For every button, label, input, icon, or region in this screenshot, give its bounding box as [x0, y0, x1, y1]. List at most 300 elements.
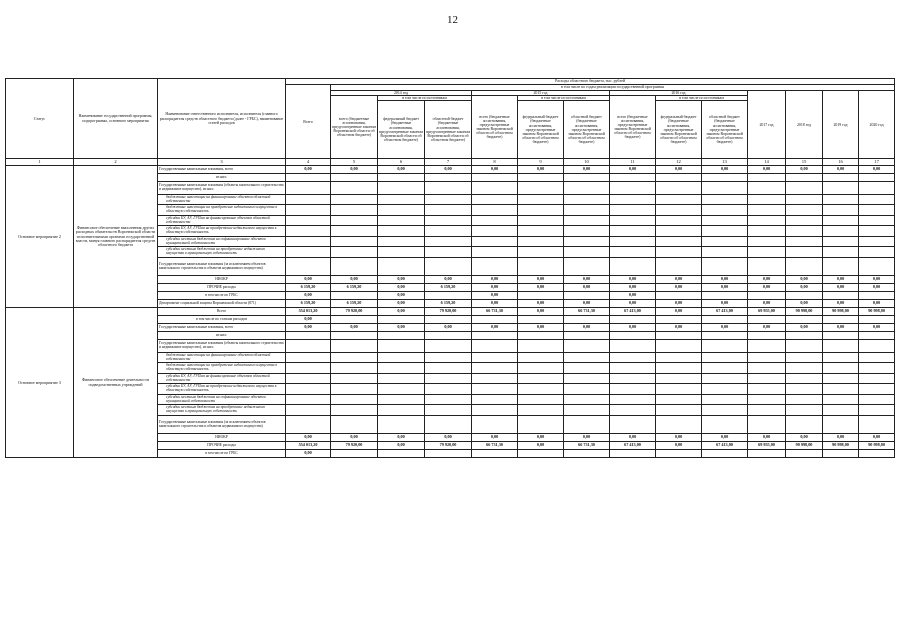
- value-cell: [823, 416, 859, 434]
- value-cell: 0,00: [702, 300, 748, 308]
- value-cell: 0,00: [425, 276, 472, 284]
- value-cell: 0,00: [518, 442, 564, 450]
- value-cell: [378, 247, 425, 258]
- value-cell: [331, 316, 378, 324]
- value-cell: [748, 340, 786, 353]
- value-cell: [786, 395, 823, 405]
- value-cell: [425, 237, 472, 247]
- value-cell: [564, 374, 610, 384]
- value-cell: [823, 363, 859, 374]
- value-cell: [748, 332, 786, 340]
- value-cell: [564, 405, 610, 416]
- value-cell: [331, 332, 378, 340]
- value-cell: 0,00: [748, 284, 786, 292]
- column-number: 15: [786, 159, 823, 166]
- header-year-2015: 2015 год: [472, 91, 610, 96]
- value-cell: 0,00: [823, 324, 859, 332]
- value-cell: 0,00: [656, 434, 702, 442]
- value-cell: [331, 237, 378, 247]
- value-cell: [425, 395, 472, 405]
- table-row: [6, 308, 895, 316]
- value-cell: [518, 258, 564, 276]
- value-cell: 0,00: [472, 324, 518, 332]
- column-number: 16: [823, 159, 859, 166]
- column-number: 14: [748, 159, 786, 166]
- value-cell: [748, 182, 786, 195]
- value-cell: 0,00: [786, 276, 823, 284]
- value-cell: [823, 340, 859, 353]
- value-cell: [859, 384, 895, 395]
- value-cell: [472, 384, 518, 395]
- value-cell: 0,00: [786, 284, 823, 292]
- value-cell: [564, 247, 610, 258]
- value-cell: [518, 416, 564, 434]
- value-cell: [786, 205, 823, 216]
- column-number: 3: [158, 159, 286, 166]
- value-cell: [786, 340, 823, 353]
- value-cell: [472, 205, 518, 216]
- value-cell: [748, 353, 786, 363]
- value-cell: [331, 258, 378, 276]
- row-label: из них:: [158, 174, 286, 182]
- value-cell: 0,00: [656, 442, 702, 450]
- budget-table-sheet: [5, 78, 894, 626]
- value-cell: [859, 247, 895, 258]
- column-number: 2: [74, 159, 158, 166]
- value-cell: 0,00: [378, 300, 425, 308]
- value-cell: 0,00: [286, 434, 331, 442]
- value-cell: [564, 384, 610, 395]
- value-cell: 0,00: [472, 434, 518, 442]
- header-expenses-title: Расходы областного бюджета, тыс. рублей: [286, 79, 895, 85]
- value-cell: [610, 332, 656, 340]
- value-cell: 554 013,20: [286, 308, 331, 316]
- value-cell: [331, 340, 378, 353]
- header-year-2016: 2016 год: [610, 91, 748, 96]
- header-2016-federal: федеральный бюджет (бюджетные ассигнования, предусмотренные законом Воронежской области об областном бюджете): [656, 101, 702, 159]
- value-cell: [702, 340, 748, 353]
- value-cell: [823, 258, 859, 276]
- row-label: бюджетные инвестиции на приобретение недвижимого имущества в областную собственность: [158, 363, 286, 374]
- header-2014-regional: областной бюджет (бюджетные ассигнования, предусмотренные законом Воронежской области об областном бюджете): [425, 101, 472, 159]
- value-cell: [656, 384, 702, 395]
- column-number: 5: [331, 159, 378, 166]
- value-cell: [610, 205, 656, 216]
- row-label: субсидии местным бюджетам на софинансирование объектов муниципальной собственности: [158, 237, 286, 247]
- value-cell: [378, 216, 425, 226]
- value-cell: [518, 216, 564, 226]
- value-cell: [425, 258, 472, 276]
- value-cell: [472, 405, 518, 416]
- value-cell: 69 955,00: [748, 442, 786, 450]
- value-cell: [748, 258, 786, 276]
- value-cell: 66 731,30: [564, 442, 610, 450]
- value-cell: 0,00: [378, 308, 425, 316]
- value-cell: 0,00: [748, 276, 786, 284]
- value-cell: [823, 226, 859, 237]
- value-cell: [472, 182, 518, 195]
- value-cell: 0,00: [702, 324, 748, 332]
- row-label: субсидии местным бюджетам на приобретение недвижимого имущества в муниципальную собственность: [158, 247, 286, 258]
- value-cell: [331, 353, 378, 363]
- value-cell: [859, 416, 895, 434]
- value-cell: [425, 363, 472, 374]
- value-cell: [610, 395, 656, 405]
- value-cell: [518, 316, 564, 324]
- value-cell: 90 998,00: [786, 442, 823, 450]
- value-cell: [656, 237, 702, 247]
- value-cell: [748, 316, 786, 324]
- value-cell: [425, 416, 472, 434]
- value-cell: [610, 258, 656, 276]
- value-cell: [472, 216, 518, 226]
- value-cell: 0,00: [610, 292, 656, 300]
- value-cell: 0,00: [286, 166, 331, 174]
- value-cell: [331, 395, 378, 405]
- value-cell: [702, 247, 748, 258]
- value-cell: [331, 292, 378, 300]
- value-cell: 0,00: [378, 292, 425, 300]
- row-label: ПРОЧИЕ расходы: [158, 442, 286, 450]
- value-cell: [702, 450, 748, 458]
- value-cell: 66 731,30: [564, 308, 610, 316]
- value-cell: 0,00: [286, 324, 331, 332]
- value-cell: [331, 174, 378, 182]
- value-cell: [425, 247, 472, 258]
- value-cell: [786, 416, 823, 434]
- value-cell: [748, 363, 786, 374]
- value-cell: 79 920,00: [425, 308, 472, 316]
- value-cell: [286, 247, 331, 258]
- value-cell: [610, 363, 656, 374]
- value-cell: [656, 363, 702, 374]
- row-program-name: Финансовое обеспечение выполнения других расходных обязательств Воронежской области исполнительными органами государственной власти, минуя главного распорядителя средств областного бюджета: [74, 166, 158, 308]
- value-cell: 0,00: [564, 324, 610, 332]
- value-cell: [564, 174, 610, 182]
- value-cell: [518, 174, 564, 182]
- value-cell: 67 413,00: [702, 442, 748, 450]
- value-cell: [564, 416, 610, 434]
- value-cell: [656, 340, 702, 353]
- value-cell: [748, 405, 786, 416]
- value-cell: [518, 237, 564, 247]
- value-cell: [656, 174, 702, 182]
- value-cell: [425, 216, 472, 226]
- value-cell: [859, 332, 895, 340]
- value-cell: 79 920,00: [331, 442, 378, 450]
- value-cell: [656, 205, 702, 216]
- value-cell: [564, 237, 610, 247]
- value-cell: [286, 384, 331, 395]
- value-cell: 0,00: [610, 300, 656, 308]
- value-cell: [472, 237, 518, 247]
- header-2016-total: всего (бюджетные ассигнования, предусмотренные законом Воронежской области об областном бюджете): [610, 96, 656, 159]
- value-cell: [378, 416, 425, 434]
- value-cell: [656, 353, 702, 363]
- value-cell: [859, 226, 895, 237]
- row-label: в том числе по статьям расходов: [158, 316, 286, 324]
- header-in-years: в том числе по годам реализации государственной программы: [331, 85, 895, 91]
- value-cell: [702, 237, 748, 247]
- value-cell: 90 998,00: [823, 308, 859, 316]
- value-cell: [472, 332, 518, 340]
- row-label: Департамент социальной защиты Воронежской области (871): [158, 300, 286, 308]
- value-cell: [859, 195, 895, 205]
- value-cell: [748, 395, 786, 405]
- value-cell: [610, 237, 656, 247]
- value-cell: [610, 316, 656, 324]
- value-cell: 79 920,00: [425, 442, 472, 450]
- row-label: НИОКР: [158, 276, 286, 284]
- row-label: Государственные капитальные вложения (объекты капитального строительства и недвижимое имущество), из них:: [158, 182, 286, 195]
- value-cell: [702, 395, 748, 405]
- value-cell: [286, 416, 331, 434]
- value-cell: [425, 332, 472, 340]
- value-cell: [564, 353, 610, 363]
- column-number: 4: [286, 159, 331, 166]
- value-cell: [656, 226, 702, 237]
- value-cell: [331, 216, 378, 226]
- value-cell: [748, 416, 786, 434]
- value-cell: [378, 205, 425, 216]
- value-cell: 0,00: [786, 324, 823, 332]
- value-cell: 6 159,20: [331, 300, 378, 308]
- row-label: в том числе по ГРБС: [158, 450, 286, 458]
- value-cell: [472, 416, 518, 434]
- table-header: [6, 79, 895, 159]
- value-cell: [786, 195, 823, 205]
- value-cell: [702, 292, 748, 300]
- value-cell: 0,00: [286, 292, 331, 300]
- value-cell: [786, 237, 823, 247]
- value-cell: 90 998,00: [786, 308, 823, 316]
- value-cell: [656, 374, 702, 384]
- value-cell: [472, 340, 518, 353]
- value-cell: [610, 384, 656, 395]
- value-cell: [518, 226, 564, 237]
- value-cell: [656, 316, 702, 324]
- header-executor: Наименование ответственного исполнителя, исполнителя (главного распорядителя средств областного бюджета (далее - ГРБС), наименование статей расходов: [158, 79, 286, 159]
- header-2015-federal: федеральный бюджет (бюджетные ассигнования, предусмотренные законом Воронежской области об областном бюджете): [518, 101, 564, 159]
- header-2015-regional: областной бюджет (бюджетные ассигнования, предусмотренные законом Воронежской области об областном бюджете): [564, 101, 610, 159]
- value-cell: [331, 384, 378, 395]
- value-cell: 0,00: [286, 276, 331, 284]
- value-cell: [823, 332, 859, 340]
- value-cell: [286, 237, 331, 247]
- value-cell: [378, 340, 425, 353]
- value-cell: [564, 226, 610, 237]
- value-cell: [564, 363, 610, 374]
- value-cell: [786, 182, 823, 195]
- value-cell: [472, 374, 518, 384]
- value-cell: [425, 450, 472, 458]
- value-cell: [748, 216, 786, 226]
- header-2014-total: всего (бюджетные ассигнования, предусмотренные законом Воронежской области об областном бюджете): [331, 96, 378, 159]
- value-cell: [425, 292, 472, 300]
- row-label: Государственные капитальные вложения, всего: [158, 166, 286, 174]
- value-cell: [378, 450, 425, 458]
- value-cell: [331, 405, 378, 416]
- header-2016-sources: в том числе по источникам: [656, 96, 748, 101]
- value-cell: [425, 316, 472, 324]
- row-label: бюджетные инвестиции на приобретение недвижимого имущества в областную собственность: [158, 205, 286, 216]
- value-cell: 67 413,00: [702, 308, 748, 316]
- value-cell: [518, 205, 564, 216]
- value-cell: [518, 450, 564, 458]
- value-cell: [378, 258, 425, 276]
- value-cell: [656, 405, 702, 416]
- value-cell: [748, 174, 786, 182]
- value-cell: [425, 195, 472, 205]
- row-label: бюджетные инвестиции на финансирование объектов областной собственности: [158, 353, 286, 363]
- value-cell: [378, 332, 425, 340]
- value-cell: [859, 216, 895, 226]
- value-cell: 0,00: [425, 324, 472, 332]
- value-cell: 0,00: [472, 166, 518, 174]
- value-cell: 67 413,00: [610, 442, 656, 450]
- value-cell: 0,00: [472, 276, 518, 284]
- value-cell: [331, 205, 378, 216]
- value-cell: [656, 332, 702, 340]
- value-cell: [331, 182, 378, 195]
- value-cell: 0,00: [748, 300, 786, 308]
- row-label: субсидии БУ, АУ, ГУПам на приобретение недвижимого имущества в областную собственность: [158, 226, 286, 237]
- row-status: Основное мероприятие 3: [6, 308, 74, 458]
- value-cell: [786, 258, 823, 276]
- value-cell: [786, 363, 823, 374]
- value-cell: 0,00: [702, 276, 748, 284]
- value-cell: [786, 353, 823, 363]
- value-cell: [378, 395, 425, 405]
- value-cell: [286, 332, 331, 340]
- row-label: НИОКР: [158, 434, 286, 442]
- value-cell: [786, 174, 823, 182]
- header-year-2018: 2018 год: [786, 91, 823, 159]
- column-number: 7: [425, 159, 472, 166]
- value-cell: [656, 195, 702, 205]
- value-cell: [702, 174, 748, 182]
- value-cell: 0,00: [518, 308, 564, 316]
- value-cell: [702, 316, 748, 324]
- header-2014-federal: федеральный бюджет (бюджетные ассигнования, предусмотренные законом Воронежской области об областном бюджете): [378, 101, 425, 159]
- value-cell: [286, 258, 331, 276]
- value-cell: 0,00: [786, 300, 823, 308]
- value-cell: 0,00: [823, 300, 859, 308]
- row-label: субсидии БУ, АУ, ГУПам на финансирование объектов областной собственности: [158, 216, 286, 226]
- value-cell: [472, 353, 518, 363]
- header-program-name: Наименование государственной программы, подпрограммы, основного мероприятия: [74, 79, 158, 159]
- value-cell: [518, 395, 564, 405]
- value-cell: [472, 395, 518, 405]
- value-cell: 0,00: [823, 276, 859, 284]
- value-cell: 66 731,30: [472, 308, 518, 316]
- value-cell: [331, 226, 378, 237]
- value-cell: 0,00: [425, 166, 472, 174]
- value-cell: [564, 395, 610, 405]
- value-cell: [786, 405, 823, 416]
- value-cell: [823, 384, 859, 395]
- value-cell: [378, 353, 425, 363]
- value-cell: [518, 247, 564, 258]
- value-cell: [859, 205, 895, 216]
- value-cell: [859, 292, 895, 300]
- value-cell: [859, 374, 895, 384]
- value-cell: [702, 363, 748, 374]
- header-total: Всего: [286, 85, 331, 159]
- value-cell: [786, 292, 823, 300]
- value-cell: [656, 292, 702, 300]
- header-year-2020: 2020 год: [859, 91, 895, 159]
- value-cell: [425, 374, 472, 384]
- value-cell: 0,00: [786, 434, 823, 442]
- row-status: Основное мероприятие 2: [6, 166, 74, 308]
- value-cell: 90 998,00: [823, 442, 859, 450]
- budget-table: [5, 78, 895, 458]
- value-cell: [823, 182, 859, 195]
- value-cell: [610, 405, 656, 416]
- value-cell: [564, 182, 610, 195]
- value-cell: [823, 395, 859, 405]
- header-2015-total: всего (бюджетные ассигнования, предусмотренные законом Воронежской области об областном бюджете): [472, 96, 518, 159]
- row-label: Государственные капитальные вложения (объекты капитального строительства и недвижимое имущество), из них:: [158, 340, 286, 353]
- value-cell: [823, 174, 859, 182]
- value-cell: [425, 353, 472, 363]
- column-number: 11: [610, 159, 656, 166]
- value-cell: [786, 374, 823, 384]
- value-cell: [702, 374, 748, 384]
- value-cell: 0,00: [472, 284, 518, 292]
- value-cell: [859, 340, 895, 353]
- value-cell: [702, 384, 748, 395]
- value-cell: [286, 216, 331, 226]
- value-cell: 0,00: [564, 276, 610, 284]
- value-cell: [564, 258, 610, 276]
- value-cell: [286, 174, 331, 182]
- value-cell: 0,00: [425, 434, 472, 442]
- value-cell: 0,00: [378, 276, 425, 284]
- value-cell: [425, 182, 472, 195]
- column-number: 10: [564, 159, 610, 166]
- value-cell: [610, 416, 656, 434]
- value-cell: 0,00: [656, 284, 702, 292]
- value-cell: [472, 226, 518, 237]
- header-2015-sources: в том числе по источникам: [518, 96, 610, 101]
- value-cell: [656, 216, 702, 226]
- row-label: Всего: [158, 308, 286, 316]
- value-cell: [378, 237, 425, 247]
- value-cell: [823, 237, 859, 247]
- value-cell: [859, 363, 895, 374]
- value-cell: [610, 374, 656, 384]
- value-cell: 0,00: [472, 292, 518, 300]
- value-cell: 0,00: [610, 276, 656, 284]
- value-cell: 6 159,20: [331, 284, 378, 292]
- value-cell: [748, 205, 786, 216]
- header-year-2014: 2014 год: [331, 91, 472, 96]
- value-cell: [786, 226, 823, 237]
- value-cell: [425, 340, 472, 353]
- value-cell: [472, 316, 518, 324]
- value-cell: [823, 450, 859, 458]
- value-cell: 0,00: [748, 166, 786, 174]
- value-cell: [425, 226, 472, 237]
- value-cell: [823, 205, 859, 216]
- value-cell: 0,00: [518, 166, 564, 174]
- value-cell: [378, 195, 425, 205]
- value-cell: [702, 216, 748, 226]
- value-cell: 554 013,20: [286, 442, 331, 450]
- value-cell: [748, 247, 786, 258]
